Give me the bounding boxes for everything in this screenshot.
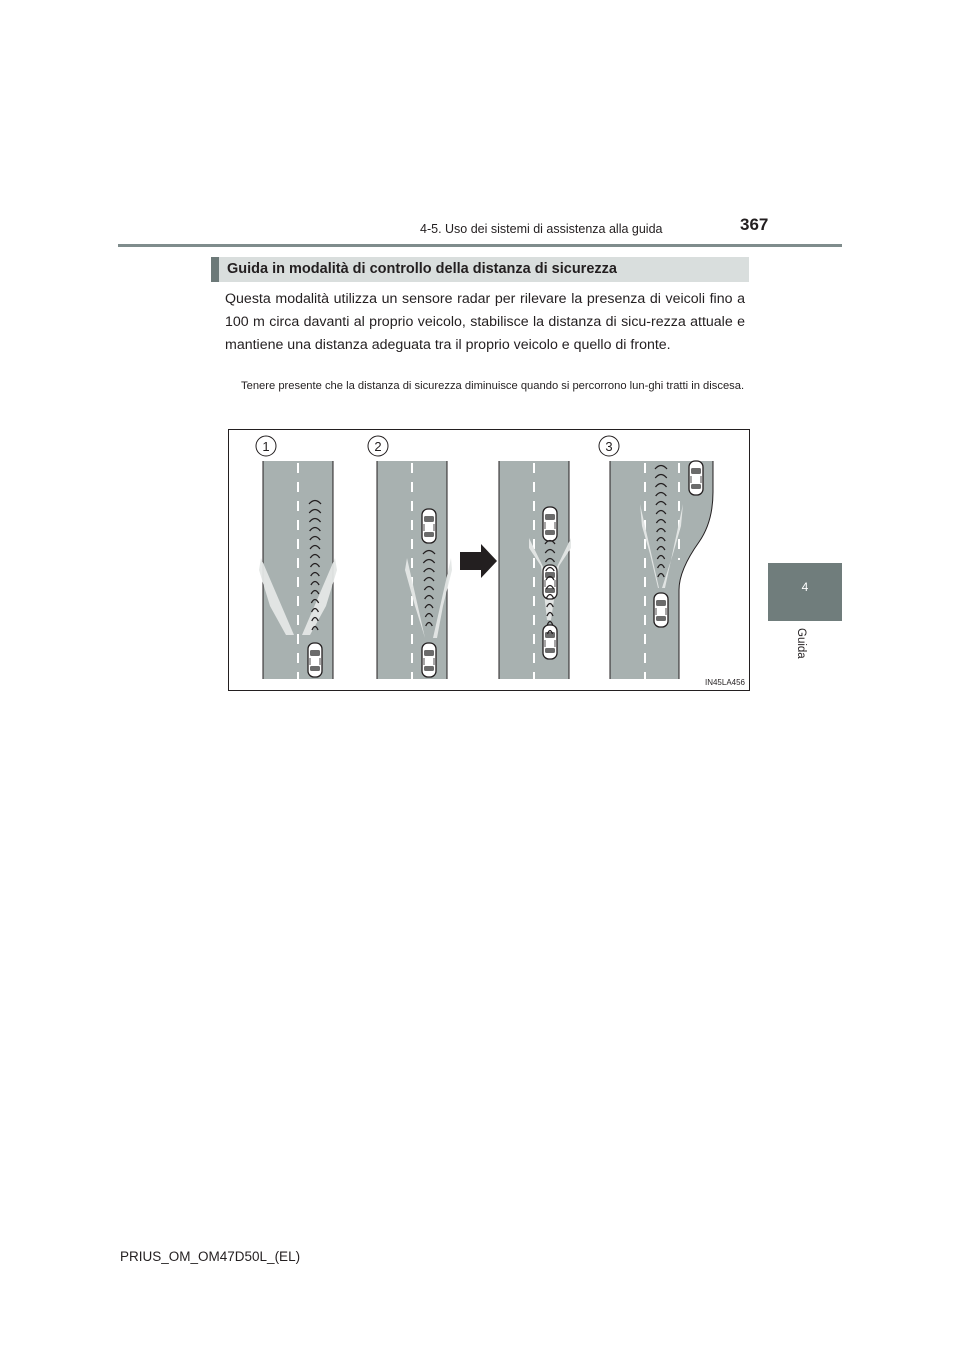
section-title: Guida in modalità di controllo della distanza di sicurezza [227, 261, 617, 277]
callout-2 [368, 436, 388, 456]
header-section-title: 4-5. Uso dei sistemi di assistenza alla guida [420, 222, 663, 236]
body-paragraph: Questa modalità utilizza un sensore radar per rilevare la presenza di veicoli fino a 100 m circa davanti al proprio veicolo, stabilisce la distanza di sicu-rezza attuale e mantiene una distanza adeguata tra il proprio veicolo e quello di fronte. [225, 291, 745, 353]
footer-code: PRIUS_OM_OM47D50L_(EL) [120, 1249, 301, 1264]
svg-text:2: 2 [374, 439, 382, 454]
page-number: 367 [740, 215, 769, 234]
section-title-bar [211, 257, 749, 282]
road-panel-2 [377, 461, 447, 679]
merging-car-3 [689, 461, 703, 495]
callout-3 [599, 436, 619, 456]
chapter-label: Guida [795, 628, 807, 659]
lead-car-2 [422, 509, 436, 543]
transition-arrow [460, 544, 497, 578]
own-car-1 [308, 643, 322, 677]
header-rule [118, 244, 842, 247]
road-panel-1 [263, 461, 333, 679]
illustration-figure [228, 429, 750, 691]
svg-text:1: 1 [262, 439, 270, 454]
lead-car-2b [543, 507, 557, 541]
chapter-number: 4 [801, 580, 809, 594]
note-text: Tenere presente che la distanza di sicurezza diminuisce quando si percorrono lun-ghi tratti in discesa. [241, 380, 745, 392]
road-panel-2b [499, 461, 569, 679]
illustration-svg [229, 430, 749, 690]
figure-code: IN45LA456 [704, 678, 745, 687]
chapter-tab[interactable] [768, 563, 842, 621]
own-car-3 [654, 593, 668, 627]
callout-1 [256, 436, 276, 456]
own-car-2 [422, 643, 436, 677]
svg-text:3: 3 [605, 439, 613, 454]
